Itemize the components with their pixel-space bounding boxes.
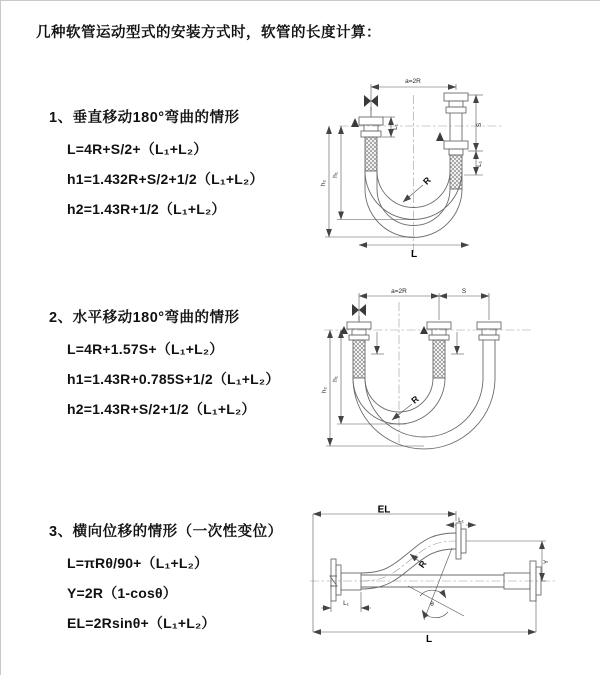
formula-h2: h2=1.43R+1/2（L₁+L₂） (67, 201, 226, 217)
angle-label-theta: θ (430, 601, 434, 608)
formula-length: L=4R+S/2+（L₁+L₂） (67, 141, 208, 157)
hose-braid (433, 340, 445, 378)
diagram-lateral-displacement (304, 504, 564, 644)
dimension-l1-top (446, 517, 476, 525)
dimension-l1-left (321, 592, 371, 612)
formula-h1: h1=1.432R+S/2+1/2（L₁+L₂） (67, 171, 264, 187)
dim-label-l1: L₁ (476, 161, 483, 167)
dim-label-h1: h₁ (332, 376, 339, 382)
page-title: 几种软管运动型式的安装方式时，软管的长度计算： (36, 25, 381, 41)
connector-marks (371, 332, 464, 354)
section-3-heading: 3、横向位移的情形（一次性变位） (49, 524, 283, 540)
radius-callout (403, 175, 433, 202)
left-flange (331, 559, 361, 601)
dim-label-h2: h₂ (320, 179, 327, 187)
s-curve-hose (361, 533, 456, 589)
section-lateral-displacement (49, 520, 283, 638)
diagram-vertical-180-bend (311, 71, 526, 259)
section-2-formulas (67, 334, 280, 424)
radius-label: R (416, 558, 429, 570)
right-pipe-flange-moved (477, 322, 501, 378)
radius-label: R (421, 175, 433, 187)
dimension-l-bottom (359, 245, 469, 259)
middle-pipe-flange (427, 322, 451, 378)
dim-label-s: S (461, 288, 467, 295)
dim-label-l: L (410, 249, 418, 259)
diagram-horizontal-180-bend (314, 284, 549, 452)
dim-label-a2r: a=2R (405, 78, 421, 85)
hose-braid (365, 137, 377, 171)
dim-label-el: EL (377, 504, 391, 516)
up-arrow-icon (351, 118, 359, 127)
hose-u-bend (353, 378, 495, 449)
dimension-h2 (321, 330, 424, 446)
dimension-h1 (332, 330, 406, 424)
formula-length: L=πRθ/90+（L₁+L₂） (67, 555, 209, 571)
right-pipe-flange-upper (444, 93, 468, 141)
dim-label-l1: L₁ (392, 124, 399, 130)
hose-braid (353, 340, 365, 378)
dimension-el (313, 504, 456, 570)
section-1-heading: 1、垂直移动180°弯曲的情形 (49, 110, 240, 126)
dim-label-l1: L₁ (343, 600, 349, 607)
section-2-heading: 2、水平移动180°弯曲的情形 (49, 310, 240, 326)
section-vertical-movement (49, 106, 264, 224)
dim-label-y: Y (543, 559, 550, 565)
left-pipe-flange (347, 322, 371, 378)
dimension-l1-left (382, 117, 399, 137)
right-pipe-flange-lower (444, 141, 468, 189)
dim-label-a2r: a=2R (391, 288, 407, 295)
formula-y: Y=2R（1-cosθ） (67, 585, 177, 601)
section-1-formulas (67, 134, 264, 224)
radius-label: R (409, 393, 421, 406)
up-arrow-icon (436, 132, 444, 141)
left-pipe-flange (359, 117, 383, 189)
formula-h2: h2=1.43R+S/2+1/2（L₁+L₂） (67, 401, 256, 417)
dim-label-h1: h₁ (332, 172, 339, 178)
dim-label-l1: L₁ (458, 517, 464, 524)
dimension-a2r (371, 78, 456, 111)
section-horizontal-movement (49, 306, 280, 424)
dimension-a2r (359, 288, 489, 320)
section-3-formulas (67, 548, 283, 638)
formula-h1: h1=1.43R+0.785S+1/2（L₁+L₂） (67, 371, 280, 387)
upper-right-flange (456, 523, 466, 559)
formula-length: L=4R+1.57S+（L₁+L₂） (67, 341, 224, 357)
dim-label-l: L (425, 634, 433, 644)
dim-label-h2: h₂ (321, 386, 328, 394)
dim-label-s: S (476, 122, 483, 128)
dimension-s-right (464, 95, 483, 175)
formula-el: EL=2Rsinθ+（L₁+L₂） (67, 615, 216, 631)
